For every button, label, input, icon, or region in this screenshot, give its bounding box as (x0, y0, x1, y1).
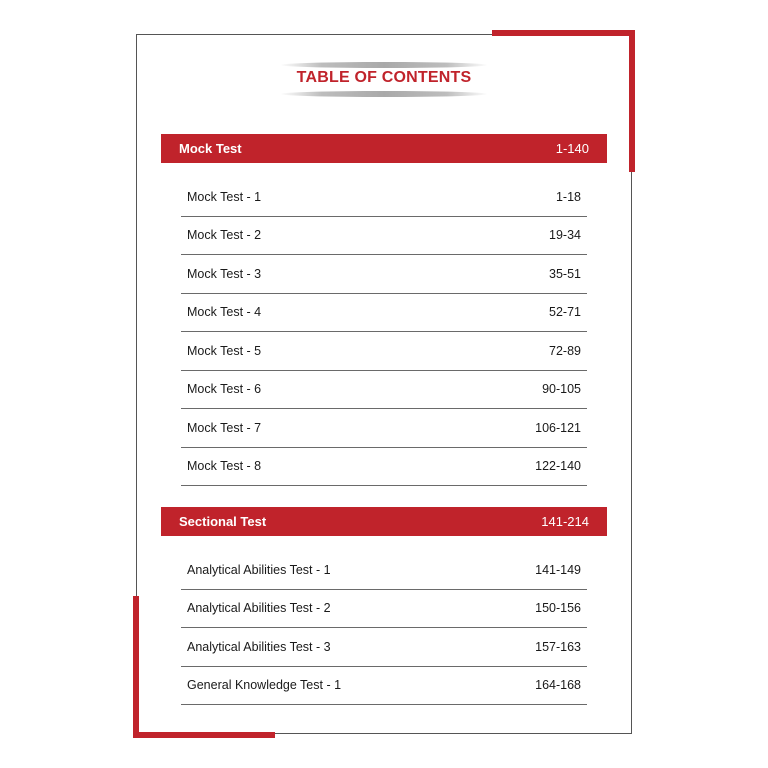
toc-row (181, 448, 587, 487)
toc-list-mock-test (181, 178, 587, 486)
entry-pages: 19-34 (549, 228, 581, 243)
entry-pages: 72-89 (549, 343, 581, 358)
entry-pages: 150-156 (535, 601, 581, 616)
entry-label: Mock Test - 7 (187, 420, 262, 435)
entry-label: Mock Test - 6 (187, 382, 262, 397)
section-page-range: 1-140 (555, 141, 589, 156)
entry-pages: 35-51 (549, 266, 581, 281)
toc-row (181, 255, 587, 294)
page-title: TABLE OF CONTENTS (296, 69, 472, 86)
entry-label: Mock Test - 2 (187, 228, 262, 243)
entry-label: Analytical Abilities Test - 1 (187, 562, 331, 577)
entry-label: General Knowledge Test - 1 (187, 678, 342, 693)
section-title: Mock Test (179, 141, 242, 156)
section-header-sectional-test (161, 507, 607, 536)
entry-pages: 52-71 (549, 305, 581, 320)
toc-row (181, 590, 587, 629)
toc-row (181, 217, 587, 256)
entry-label: Mock Test - 8 (187, 459, 262, 474)
title-swoosh-bottom (280, 91, 488, 97)
toc-row (181, 551, 587, 590)
entry-label: Mock Test - 4 (187, 305, 262, 320)
corner-accent-top-right-vertical (629, 30, 635, 172)
toc-row (181, 332, 587, 371)
toc-row (181, 628, 587, 667)
entry-pages: 157-163 (535, 639, 581, 654)
entry-pages: 90-105 (542, 382, 581, 397)
title-block (280, 60, 488, 100)
toc-list-sectional-test (181, 551, 587, 705)
corner-accent-bottom-left (133, 732, 275, 738)
toc-row (181, 409, 587, 448)
entry-pages: 1-18 (555, 189, 581, 204)
entry-label: Mock Test - 1 (187, 189, 262, 204)
corner-accent-bottom-left-vertical (133, 596, 139, 738)
section-header-mock-test (161, 134, 607, 163)
corner-accent-top-right (492, 30, 634, 36)
entry-pages: 106-121 (535, 420, 581, 435)
toc-row (181, 178, 587, 217)
entry-label: Analytical Abilities Test - 3 (187, 639, 331, 654)
entry-label: Mock Test - 5 (187, 343, 262, 358)
toc-row (181, 667, 587, 706)
section-title: Sectional Test (179, 514, 267, 529)
toc-row (181, 371, 587, 410)
entry-pages: 164-168 (535, 678, 581, 693)
entry-pages: 141-149 (535, 562, 581, 577)
entry-pages: 122-140 (535, 459, 581, 474)
title-swoosh-top (280, 62, 488, 68)
entry-label: Analytical Abilities Test - 2 (187, 601, 331, 616)
entry-label: Mock Test - 3 (187, 266, 262, 281)
toc-row (181, 294, 587, 333)
section-page-range: 141-214 (541, 514, 589, 529)
